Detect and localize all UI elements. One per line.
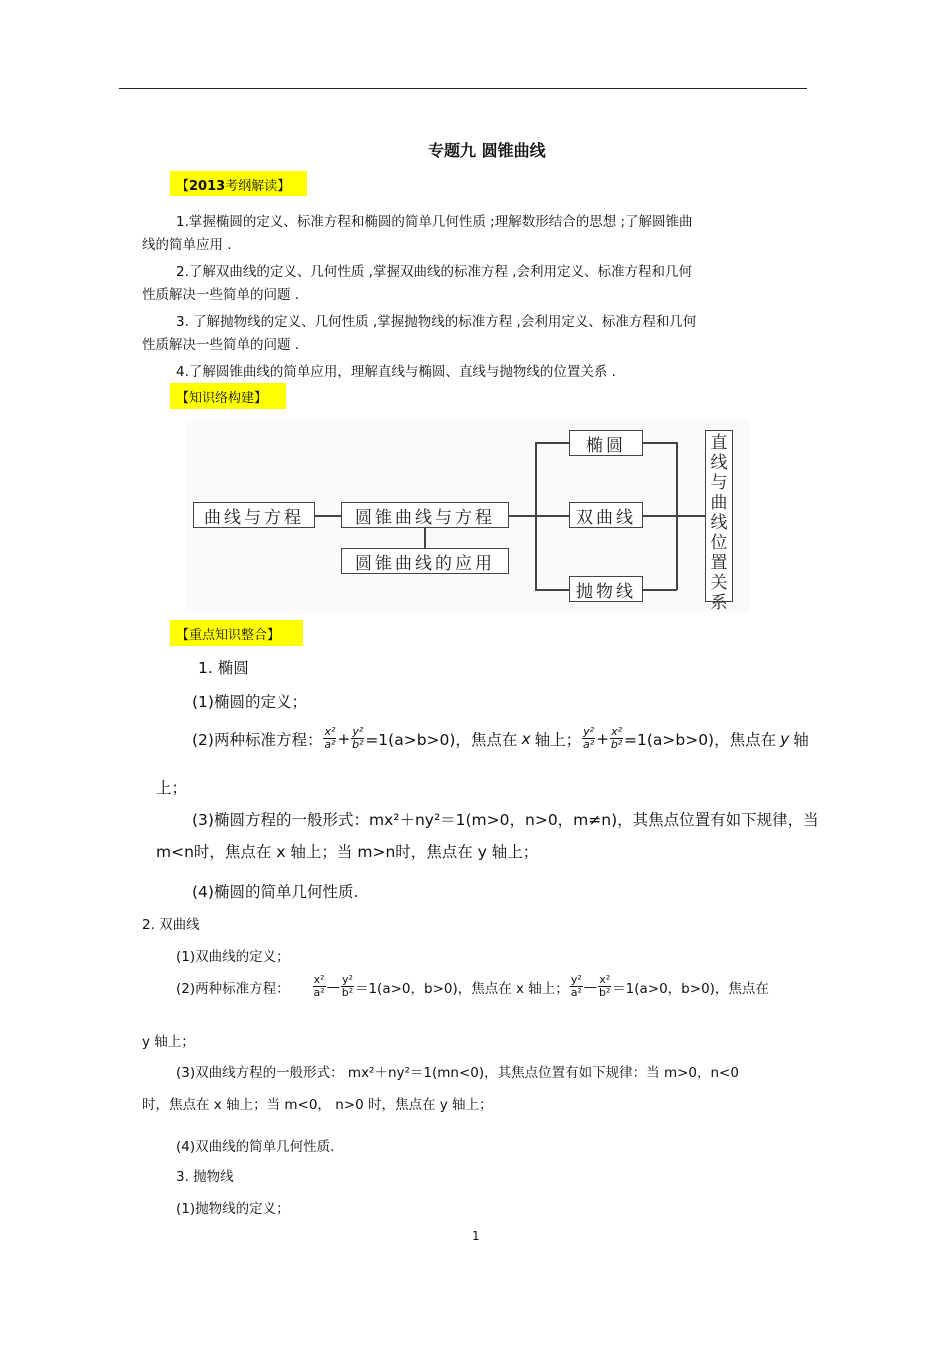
denominator: a² xyxy=(324,738,336,751)
badge-year: 2013 xyxy=(189,179,226,194)
knowledge-diagram xyxy=(185,420,750,612)
minus: — xyxy=(326,978,341,995)
fraction xyxy=(570,974,583,999)
objective-3-line1: 3. 了解抛物线的定义、几何性质 ,掌握抛物线的标准方程 ,会利用定义、标准方程和几何 xyxy=(176,314,697,330)
badge-text: 考纲解读】 xyxy=(225,179,291,194)
denominator: b² xyxy=(352,738,364,751)
box-hyperbola: 双曲线 xyxy=(569,502,643,528)
numerator: y² xyxy=(342,973,353,986)
denominator: a² xyxy=(583,738,595,751)
vchar: 曲 xyxy=(710,493,728,513)
box-conic-application: 圆锥曲线的应用 xyxy=(341,548,509,574)
denominator: b² xyxy=(341,986,354,999)
eq-text: ＝1(a>0，b>0)，焦点在 xyxy=(612,980,769,997)
fraction xyxy=(341,974,354,999)
vchar: 置 xyxy=(710,553,728,573)
objective-2-line1: 2.了解双曲线的定义、几何性质 ,掌握双曲线的标准方程 ,会利用定义、标准方程和几何 xyxy=(176,264,693,280)
fraction xyxy=(610,726,623,751)
hyperbola-heading: 2. 双曲线 xyxy=(142,917,200,933)
connector xyxy=(535,515,569,517)
eq-text: =1(a>b>0)，焦点在 xyxy=(365,730,518,749)
vchar: 位 xyxy=(710,533,728,553)
vchar: 系 xyxy=(710,593,728,613)
numerator: y² xyxy=(352,725,364,738)
bracket-line xyxy=(676,442,678,590)
connector xyxy=(643,589,677,591)
eq-text: 轴上； xyxy=(534,730,582,749)
connector xyxy=(424,528,426,550)
denominator: a² xyxy=(570,986,582,999)
fraction xyxy=(351,726,364,751)
fraction xyxy=(323,726,336,751)
eq-prefix: (2)两种标准方程： xyxy=(176,980,290,997)
objective-4-line1: 4.了解圆锥曲线的简单应用，理解直线与椭圆、直线与抛物线的位置关系 . xyxy=(176,364,616,380)
ellipse-geometry: (4)椭圆的简单几何性质. xyxy=(192,883,359,901)
section-badge-syllabus xyxy=(170,171,307,196)
objective-1-line2: 线的简单应用 . xyxy=(142,237,232,253)
var-y: y xyxy=(780,729,790,748)
box-curve-equation: 曲线与方程 xyxy=(193,502,315,528)
box-conic-equation: 圆锥曲线与方程 xyxy=(341,502,509,528)
objective-1-line1: 1.掌握椭圆的定义、标准方程和椭圆的简单几何性质 ;理解数形结合的思想 ;了解圆锥曲 xyxy=(176,214,693,230)
minus: — xyxy=(583,978,598,995)
vchar: 线 xyxy=(710,453,728,473)
connector xyxy=(535,589,569,591)
section-badge-structure: 【知识络构建】 xyxy=(170,383,286,409)
page-title: 专题九 圆锥曲线 xyxy=(428,141,546,160)
section-badge-key-points: 【重点知识整合】 xyxy=(170,620,303,646)
vchar: 关 xyxy=(710,573,728,593)
connector xyxy=(643,515,705,517)
numerator: x² xyxy=(324,725,336,738)
numerator: x² xyxy=(611,725,622,738)
ellipse-general-line1: (3)椭圆方程的一般形式：mx²＋ny²＝1(m>0，n>0，m≠n)，其焦点位置有如下规律，当 xyxy=(192,811,819,829)
fraction xyxy=(582,726,595,751)
ellipse-standard-equations xyxy=(192,726,809,751)
hyperbola-standard-equations xyxy=(176,974,769,999)
header-rule xyxy=(119,88,807,89)
denominator: b² xyxy=(610,738,623,751)
page-number: 1 xyxy=(472,1229,480,1243)
hyperbola-definition: (1)双曲线的定义； xyxy=(176,949,290,965)
ellipse-general-line2: m<n时，焦点在 x 轴上；当 m>n时，焦点在 y 轴上； xyxy=(156,843,539,861)
numerator: y² xyxy=(583,725,595,738)
vchar: 与 xyxy=(710,473,728,493)
eq-text: ＝1(a>0，b>0)，焦点在 x 轴上； xyxy=(354,980,569,997)
numerator: y² xyxy=(570,973,582,986)
objective-2-line2: 性质解决一些简单的问题 . xyxy=(142,287,300,303)
var-x: x xyxy=(521,729,531,748)
ellipse-standard-tail: 上； xyxy=(156,779,188,797)
connector xyxy=(315,515,341,517)
denominator: a² xyxy=(313,986,325,999)
box-line-relation xyxy=(705,430,733,613)
parabola-heading: 3. 抛物线 xyxy=(176,1169,234,1185)
numerator: x² xyxy=(599,973,611,986)
hyperbola-standard-tail: y 轴上； xyxy=(142,1034,195,1050)
hyperbola-general-line2: 时，焦点在 x 轴上；当 m<0， n>0 时，焦点在 y 轴上； xyxy=(142,1097,493,1113)
eq-text: 轴 xyxy=(793,730,809,749)
hyperbola-general-line1: (3)双曲线方程的一般形式： mx²＋ny²＝1(mn<0)，其焦点位置有如下规律：当 m>0，n<0 xyxy=(176,1065,739,1081)
plus: + xyxy=(596,729,610,748)
box-parabola: 抛物线 xyxy=(569,576,643,602)
ellipse-definition: (1)椭圆的定义； xyxy=(192,693,307,711)
badge-open: 【 xyxy=(176,179,190,194)
connector xyxy=(643,442,677,444)
ellipse-heading: 1. 椭圆 xyxy=(198,659,249,677)
denominator: b² xyxy=(598,986,611,999)
fraction xyxy=(598,974,611,999)
numerator: x² xyxy=(313,973,325,986)
parabola-definition: (1)抛物线的定义； xyxy=(176,1201,290,1217)
plus: + xyxy=(337,729,351,748)
eq-text: =1(a>b>0)，焦点在 xyxy=(623,730,777,749)
objective-3-line2: 性质解决一些简单的问题 . xyxy=(142,337,300,353)
connector xyxy=(509,515,535,517)
box-ellipse: 椭圆 xyxy=(569,430,643,456)
fraction xyxy=(313,974,326,999)
connector xyxy=(535,442,569,444)
vchar: 线 xyxy=(710,513,728,533)
vchar: 直 xyxy=(710,433,728,453)
eq-prefix: (2)两种标准方程： xyxy=(192,730,323,749)
hyperbola-geometry: (4)双曲线的简单几何性质. xyxy=(176,1139,335,1155)
